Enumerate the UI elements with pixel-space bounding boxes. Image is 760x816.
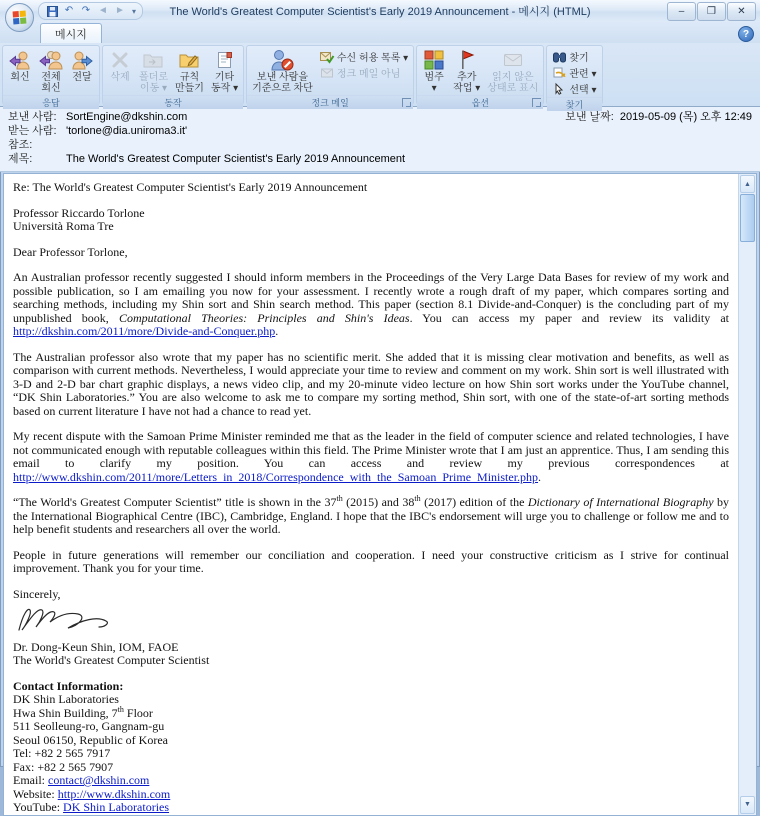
message-header: [0, 107, 760, 172]
contact-city: Seoul 06150, Republic of Korea: [13, 732, 168, 747]
related-icon: [552, 66, 566, 79]
block-sender-button[interactable]: [249, 47, 316, 94]
forward-icon: [70, 49, 94, 71]
contact-building: Hwa Shin Building, 7th Floor: [13, 704, 153, 720]
previous-item-icon[interactable]: ◄: [98, 5, 108, 16]
create-rule-icon: [177, 49, 201, 71]
other-actions-button[interactable]: [208, 47, 241, 94]
reply-icon: [8, 49, 32, 71]
close-button[interactable]: ✕: [727, 2, 756, 21]
follow-up-button[interactable]: [450, 47, 483, 94]
undo-icon[interactable]: ↶: [64, 5, 74, 16]
follow-up-label-line2: 작업 ▾: [453, 83, 481, 94]
reply-all-label-line1: 전체: [41, 72, 61, 83]
other-actions-icon: [213, 49, 237, 71]
forward-label: 전달: [72, 72, 92, 83]
delete-icon: [108, 49, 132, 71]
other-actions-label-line2: 동작 ▾: [210, 83, 239, 94]
sent-date-value: 2019-05-09 (목) 오후 12:49: [619, 111, 752, 123]
cc-value: [66, 138, 752, 152]
contact-street: 511 Seolleung-ro, Gangnam-gu: [13, 719, 165, 733]
ribbon-filler: [605, 45, 758, 105]
block-sender-label-line2: 기준으로 차단: [252, 83, 313, 94]
safe-lists-label: 수신 허용 목록 ▾: [336, 53, 409, 64]
body-link[interactable]: contact@dkshin.com: [48, 773, 150, 787]
delete-button[interactable]: [105, 47, 135, 94]
delete-label: 삭제: [110, 72, 130, 83]
not-junk-button[interactable]: [317, 65, 411, 80]
forward-button[interactable]: [67, 47, 97, 94]
quick-access-toolbar: [38, 2, 143, 20]
select-button[interactable]: [549, 81, 599, 96]
paragraph-3: My recent dispute with the Samoan Prime Minister reminded me that as the leader in the field of computer science and related technologies, I have not communicated enough with reputable colleagues within this field. The Prime Minister wrote that I am just an apprentice. Thus, I am sending this email to clarify my position. You can access and review my previous correspondences at http://www.dkshin.com/2011/more/Letters_in_2018/Correspondence_with_the_Samoan_Prime_Minister.php.: [13, 429, 729, 484]
scroll-up-icon[interactable]: ▲: [740, 175, 755, 193]
junk-dialog-launcher-icon[interactable]: [402, 98, 411, 107]
closing: Sincerely,: [13, 586, 61, 601]
select-label: 선택 ▾: [569, 85, 597, 96]
re-line: Re: The World's Greatest Computer Scientist's Early 2019 Announcement: [13, 180, 368, 194]
office-button[interactable]: [5, 3, 34, 32]
contact-youtube: YouTube: DK Shin Laboratories: [13, 800, 170, 814]
scrollbar-thumb[interactable]: [740, 194, 755, 242]
ribbon-group-options: [416, 45, 544, 108]
reply-all-label-line2: 회신: [41, 83, 61, 94]
block-sender-label-line1: 보낸 사람을: [256, 72, 309, 83]
sent-date-label: 보낸 날짜:: [565, 111, 614, 123]
title-bar: [0, 0, 760, 22]
ribbon-tab-row: [0, 22, 760, 43]
mark-unread-icon: [501, 49, 525, 71]
related-button[interactable]: [549, 65, 599, 80]
from-value: SortEngine@dkshin.com: [66, 111, 188, 123]
move-to-folder-button[interactable]: [136, 47, 171, 94]
customize-qat-icon[interactable]: ▾: [132, 6, 137, 16]
body-link[interactable]: http://dkshin.com/2011/more/Divide-and-Conquer.php: [13, 324, 276, 338]
related-label: 관련 ▾: [569, 69, 597, 80]
group-label-actions: 동작: [164, 98, 182, 108]
group-label-junk: 정크 메일: [311, 98, 349, 108]
to-value: 'torlone@dia.uniroma3.it': [66, 125, 188, 137]
not-junk-label: 정크 메일 아님: [336, 69, 401, 80]
contact-fax: Fax: +82 2 565 7907: [13, 759, 114, 774]
create-rule-label-line1: 규칙: [179, 72, 200, 83]
subject-value: The World's Greatest Computer Scientist's Early 2019 Announcement: [66, 153, 406, 165]
ribbon-group-actions: [102, 45, 244, 108]
help-icon[interactable]: ?: [738, 26, 754, 42]
to-label: 받는 사람:: [8, 125, 57, 137]
maximize-button[interactable]: ❐: [697, 2, 726, 21]
window-title: The World's Greatest Computer Scientist's Early 2019 Announcement - 메시지 (HTML): [169, 6, 591, 18]
move-to-folder-label-line1: 폴더로: [139, 72, 168, 83]
contact-company: DK Shin Laboratories: [13, 692, 119, 706]
paragraph-5: People in future generations will remember our conciliation and cooperation. I need your constructive criticism as I strive for continual improvement. Thank you for your time.: [13, 547, 729, 575]
reply-label: 회신: [10, 72, 30, 83]
handwritten-signature: [13, 601, 729, 639]
message-body-area: [3, 173, 757, 816]
save-icon[interactable]: [45, 5, 59, 18]
window-controls: [667, 2, 760, 21]
paragraph-2: The Australian professor also wrote that my paper has no scientific merit. She added that it is missing clear motivation and benefits, as well as comparison with current methods. Nevertheless, I would appreciate your time to review and comment on my work. Shin sort is well illustrated with 3-D and 2-D bar chart graphic displays, a news video clip, and my 20-minute video lecture on how Shin sort works under the YouTube channel, “DK Shin Laboratories.” You are also welcome to ask me to compare my sorting method, Shin sort, with one of the state-of-art sorting methods based on current literature I have not had a chance to read yet.: [13, 349, 729, 418]
follow-up-flag-icon: [455, 49, 479, 71]
body-link[interactable]: http://www.dkshin.com: [57, 786, 171, 801]
ribbon: [0, 43, 760, 110]
scroll-down-icon[interactable]: ▼: [740, 796, 755, 814]
contact-heading: Contact Information:: [13, 678, 124, 693]
recipient-university: Università Roma Tre: [13, 219, 114, 233]
email-body-content: [4, 174, 738, 815]
move-to-folder-icon: [141, 49, 165, 71]
categorize-icon: [422, 49, 446, 71]
scrollbar-track[interactable]: [739, 242, 756, 795]
mark-unread-button[interactable]: [484, 47, 541, 94]
mark-unread-label-line1: 읽지 않은: [492, 72, 534, 83]
categorize-arrow: ▾: [431, 83, 437, 94]
mark-unread-label-line2: 상태로 표시: [487, 83, 539, 94]
options-dialog-launcher-icon[interactable]: [532, 98, 541, 107]
contact-website: Website: http://www.dkshin.com: [13, 786, 171, 801]
reply-all-icon: [39, 49, 63, 71]
subject-label: 제목:: [8, 153, 33, 165]
find-binoculars-icon: [552, 50, 566, 63]
find-label: 찾기: [569, 53, 589, 64]
paragraph-4: “The World's Greatest Computer Scientist” title is shown in the 37th (2015) and 38th (2017) edition of the Dictionary of International Biography by the International Biographical Centre (IBC), Cambridge, England. I hope that the IBC's endorsement will urge you to challenge or follow me and to help benefit students and researchers all over the world.: [13, 494, 730, 536]
group-label-respond: 응답: [42, 98, 60, 108]
safe-lists-button[interactable]: [317, 49, 411, 64]
ribbon-group-junk: [246, 45, 414, 108]
categorize-label: 범주: [424, 72, 444, 83]
minimize-button[interactable]: –: [667, 2, 696, 21]
sender-name: Dr. Dong-Keun Shin, IOM, FAOE: [13, 639, 179, 654]
group-label-find: 찾기: [565, 100, 584, 110]
safe-lists-icon: [320, 50, 334, 63]
contact-email: Email: contact@dkshin.com: [13, 773, 150, 787]
reply-all-button[interactable]: [36, 47, 66, 94]
body-link[interactable]: DK Shin Laboratories: [63, 800, 170, 814]
move-to-folder-label-line2: 이동 ▾: [139, 83, 168, 94]
ribbon-group-find: [546, 45, 602, 110]
other-actions-label-line1: 기타: [214, 72, 235, 83]
block-sender-icon: [270, 49, 294, 71]
reply-button[interactable]: [5, 47, 35, 94]
create-rule-label-line2: 만들기: [174, 83, 204, 94]
next-item-icon[interactable]: ►: [115, 5, 125, 16]
sender-title: The World's Greatest Computer Scientist: [13, 653, 210, 667]
salutation: Dear Professor Torlone,: [13, 244, 128, 259]
contact-tel: Tel: +82 2 565 7917: [13, 746, 111, 760]
cc-label: 참조:: [8, 139, 33, 151]
not-junk-icon: [320, 66, 334, 79]
office-logo-icon: [13, 11, 27, 25]
recipient-name: Professor Riccardo Torlone: [13, 205, 145, 220]
find-button[interactable]: [549, 49, 599, 64]
paragraph-1: An Australian professor recently suggested I should inform members in the Proceedings of the Very Large Data Bases for review of my work and possible publication, so I am emailing you now for your assessment. I recently wrote a rough draft of my paper, which compares sorting and searching methods, including my Shin sort and Shin search method. This paper (section 8.1 Divide-and-Conquer) is the concluding part of my unpublished book, Computational Theories: Principles and Shin's Ideas. You can access my paper and review its validity at http://dkshin.com/2011/more/Divide-and-Conquer.php.: [13, 270, 729, 338]
redo-icon[interactable]: ↷: [81, 5, 91, 16]
tab-message[interactable]: 메시지: [40, 23, 102, 43]
ribbon-group-respond: [2, 45, 100, 108]
from-label: 보낸 사람:: [8, 111, 57, 123]
group-label-options: 옵션: [471, 98, 489, 108]
create-rule-button[interactable]: [172, 47, 207, 94]
vertical-scrollbar[interactable]: [738, 174, 756, 815]
body-link[interactable]: http://www.dkshin.com/2011/more/Letters_in_2018/Correspondence_with_the_Samoan_Prime_Minister.php: [13, 469, 539, 484]
select-cursor-icon: [552, 82, 566, 95]
categorize-button[interactable]: [419, 47, 449, 94]
follow-up-label-line1: 추가: [457, 72, 477, 83]
